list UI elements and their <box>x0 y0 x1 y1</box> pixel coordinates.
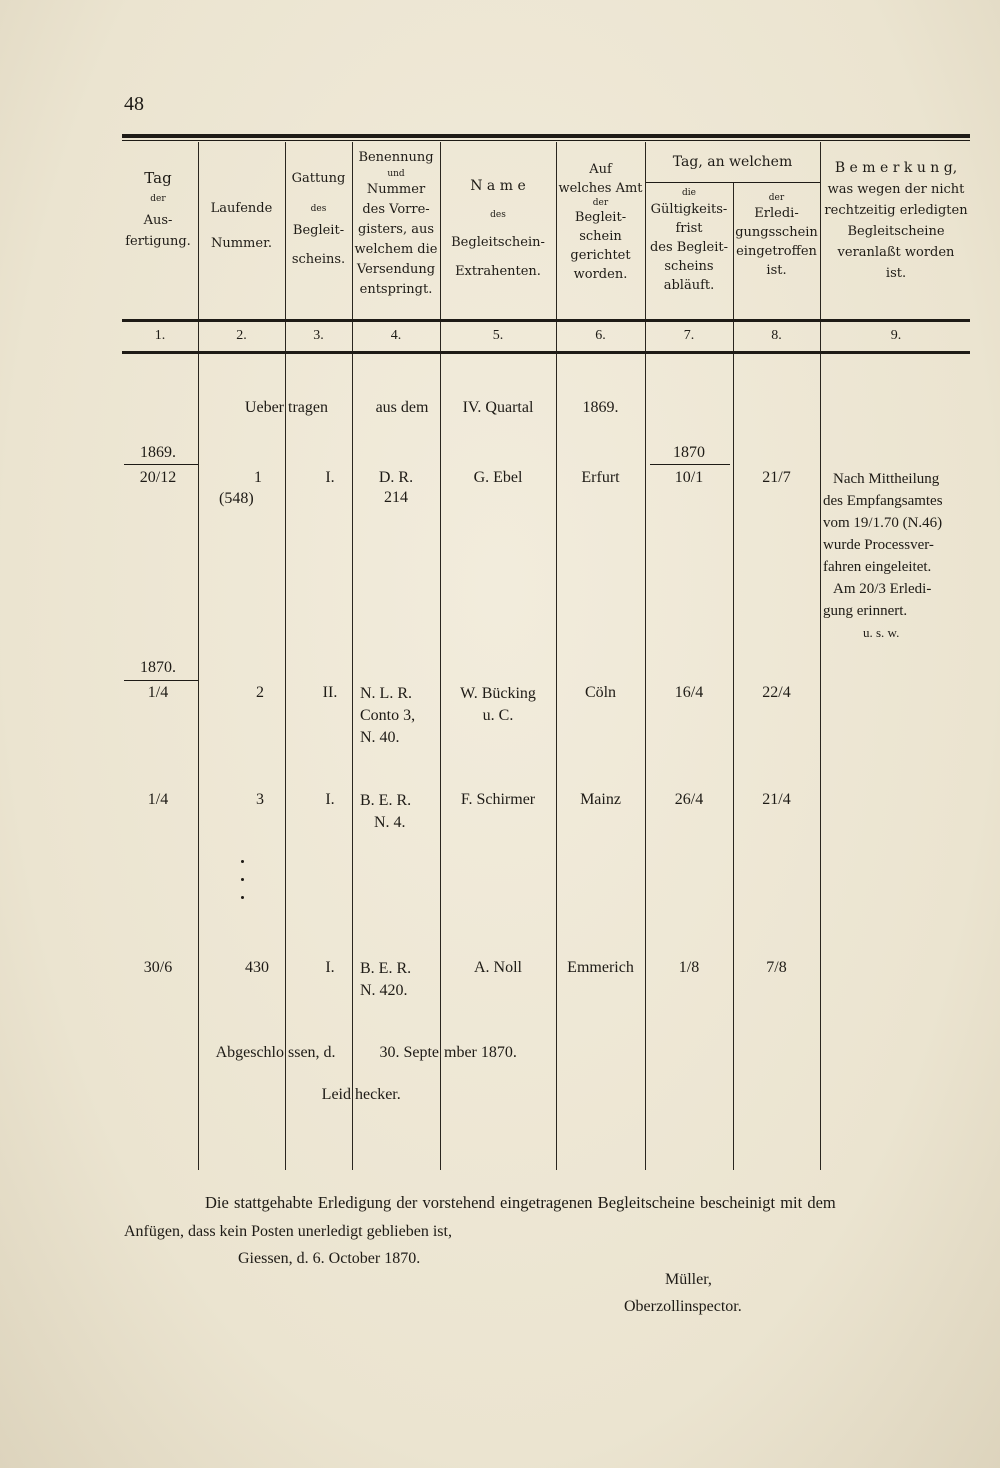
row2-year-rule <box>124 680 198 681</box>
row2-office: Cöln <box>584 684 617 701</box>
row1-name: G. Ebel <box>473 469 523 486</box>
row2-year: 1870. <box>140 659 176 676</box>
carry-over-part: Ueber <box>244 399 284 416</box>
ellipsis-dot <box>241 860 244 863</box>
header-col7: die Gültigkeits- frist des Begleit- scheins abläuft. <box>649 188 728 293</box>
row2-received: 22/4 <box>762 684 791 701</box>
row1-type: I. <box>325 469 335 486</box>
header-col5: N a m e des Begleitschein- Extrahenten. <box>451 178 545 279</box>
row4-register: B. E. R. N. 420. <box>360 960 412 999</box>
column-divider <box>440 142 441 1170</box>
row4-expiry: 1/8 <box>678 959 700 976</box>
row3-office: Mainz <box>580 791 621 808</box>
footer-title: Oberzollinspector. <box>624 1298 742 1315</box>
column-number: 2. <box>236 328 247 343</box>
row1-date: 20/12 <box>139 469 177 486</box>
column-number: 9. <box>890 328 902 343</box>
row2-expiry: 16/4 <box>674 684 704 701</box>
top-rule-thin <box>122 140 970 141</box>
row4-date: 30/6 <box>143 959 173 976</box>
row1-number: 1 <box>254 469 262 486</box>
row1-year-rule <box>124 464 198 465</box>
column-divider <box>820 142 821 1170</box>
row1-year: 1869. <box>140 444 176 461</box>
row2-number: 2 <box>256 684 264 701</box>
column-number: 3. <box>313 328 324 343</box>
header-col4: Benennung und Nummer des Vorre- gisters, aus welchem die Versendung entspringt. <box>354 150 438 297</box>
row2-name: W. Bücking u. C. <box>460 685 536 724</box>
closing-part: Abgeschlo <box>215 1044 284 1061</box>
row3-expiry: 26/4 <box>674 791 704 808</box>
carry-over-part: tragen <box>288 399 328 416</box>
column-number: 5. <box>492 328 504 343</box>
closing-part: 30. Septe <box>379 1044 439 1061</box>
header-col2: Laufende Nummer. <box>210 201 273 251</box>
footer-signer: Müller, <box>665 1271 712 1288</box>
carry-over-part: 1869. <box>582 399 619 416</box>
column-divider <box>645 142 646 1170</box>
row1-office: Erfurt <box>581 469 620 486</box>
column-number-rule <box>122 351 970 354</box>
header-col78-top: Tag, an welchem <box>672 154 793 170</box>
header-col78-rule <box>646 182 820 183</box>
column-number: 8. <box>771 328 782 343</box>
column-divider <box>285 142 286 1170</box>
footer-line3: Giessen, d. 6. October 1870. <box>238 1250 421 1267</box>
row1-expiry-rule <box>650 464 730 465</box>
row2-register: N. L. R. Conto 3, N. 40. <box>360 685 416 746</box>
carry-over-part: IV. Quartal <box>462 399 534 416</box>
header-col1: Tag der Aus- fertigung. <box>125 169 191 249</box>
closing-part: hecker. <box>355 1086 401 1103</box>
header-col3: Gattung des Begleit- scheins. <box>291 171 346 267</box>
header-col9: B e m e r k u n g, was wegen der nicht rechtzeitig erledigten Begleitscheine veranlaßt worden ist. <box>824 160 968 281</box>
closing-part: ssen, d. <box>288 1044 336 1061</box>
row3-number: 3 <box>256 791 264 808</box>
top-rule <box>122 134 970 138</box>
footer-line2: Anfügen, dass kein Posten unerledigt geblieben ist, <box>124 1223 452 1240</box>
column-number: 6. <box>595 328 606 343</box>
row3-date: 1/4 <box>147 791 169 808</box>
header-bottom-rule <box>122 319 970 322</box>
page-number: 48 <box>124 93 144 115</box>
ellipsis-dot <box>241 878 244 881</box>
column-divider <box>198 142 199 1170</box>
column-number: 1. <box>154 328 166 343</box>
closing-part: mber 1870. <box>444 1044 517 1061</box>
row4-type: I. <box>325 959 335 976</box>
ellipsis-dot <box>241 896 244 899</box>
row4-office: Emmerich <box>567 959 634 976</box>
row4-number: 430 <box>245 959 269 976</box>
row1-expiry-year: 1870 <box>673 444 705 461</box>
row3-type: I. <box>325 791 335 808</box>
row3-name: F. Schirmer <box>460 791 536 808</box>
row2-type: II. <box>322 684 338 701</box>
footer-line1: Die stattgehabte Erledigung der vorstehend eingetragenen Begleitscheine bescheinigt mit dem <box>205 1193 836 1212</box>
carry-over-part: aus dem <box>375 399 429 416</box>
row4-name: A. Noll <box>474 959 522 976</box>
row1-remark: Nach Mittheilung des Empfangsamtes vom 19/1.70 (N.46) wurde Processver- fahren eingeleitet. Am 20/3 Erledi- gung erinnert. u. s. w. <box>823 471 943 640</box>
row3-received: 21/4 <box>762 791 791 808</box>
row1-number-note: (548) <box>219 490 254 507</box>
row1-received: 21/7 <box>762 469 791 486</box>
row1-expiry: 10/1 <box>674 469 704 486</box>
header-col6: Auf welches Amt der Begleit- schein gerichtet worden. <box>558 162 643 282</box>
column-divider <box>556 142 557 1170</box>
row2-date: 1/4 <box>147 684 169 701</box>
row3-register: B. E. R. N. 4. <box>360 792 412 831</box>
row1-register: D. R. 214 <box>378 469 414 506</box>
column-number: 4. <box>390 328 402 343</box>
header-col8: der Erledi- gungsschein eingetroffen ist. <box>735 193 818 278</box>
row4-received: 7/8 <box>766 959 787 976</box>
column-number: 7. <box>683 328 695 343</box>
closing-part: Leid <box>321 1086 351 1103</box>
